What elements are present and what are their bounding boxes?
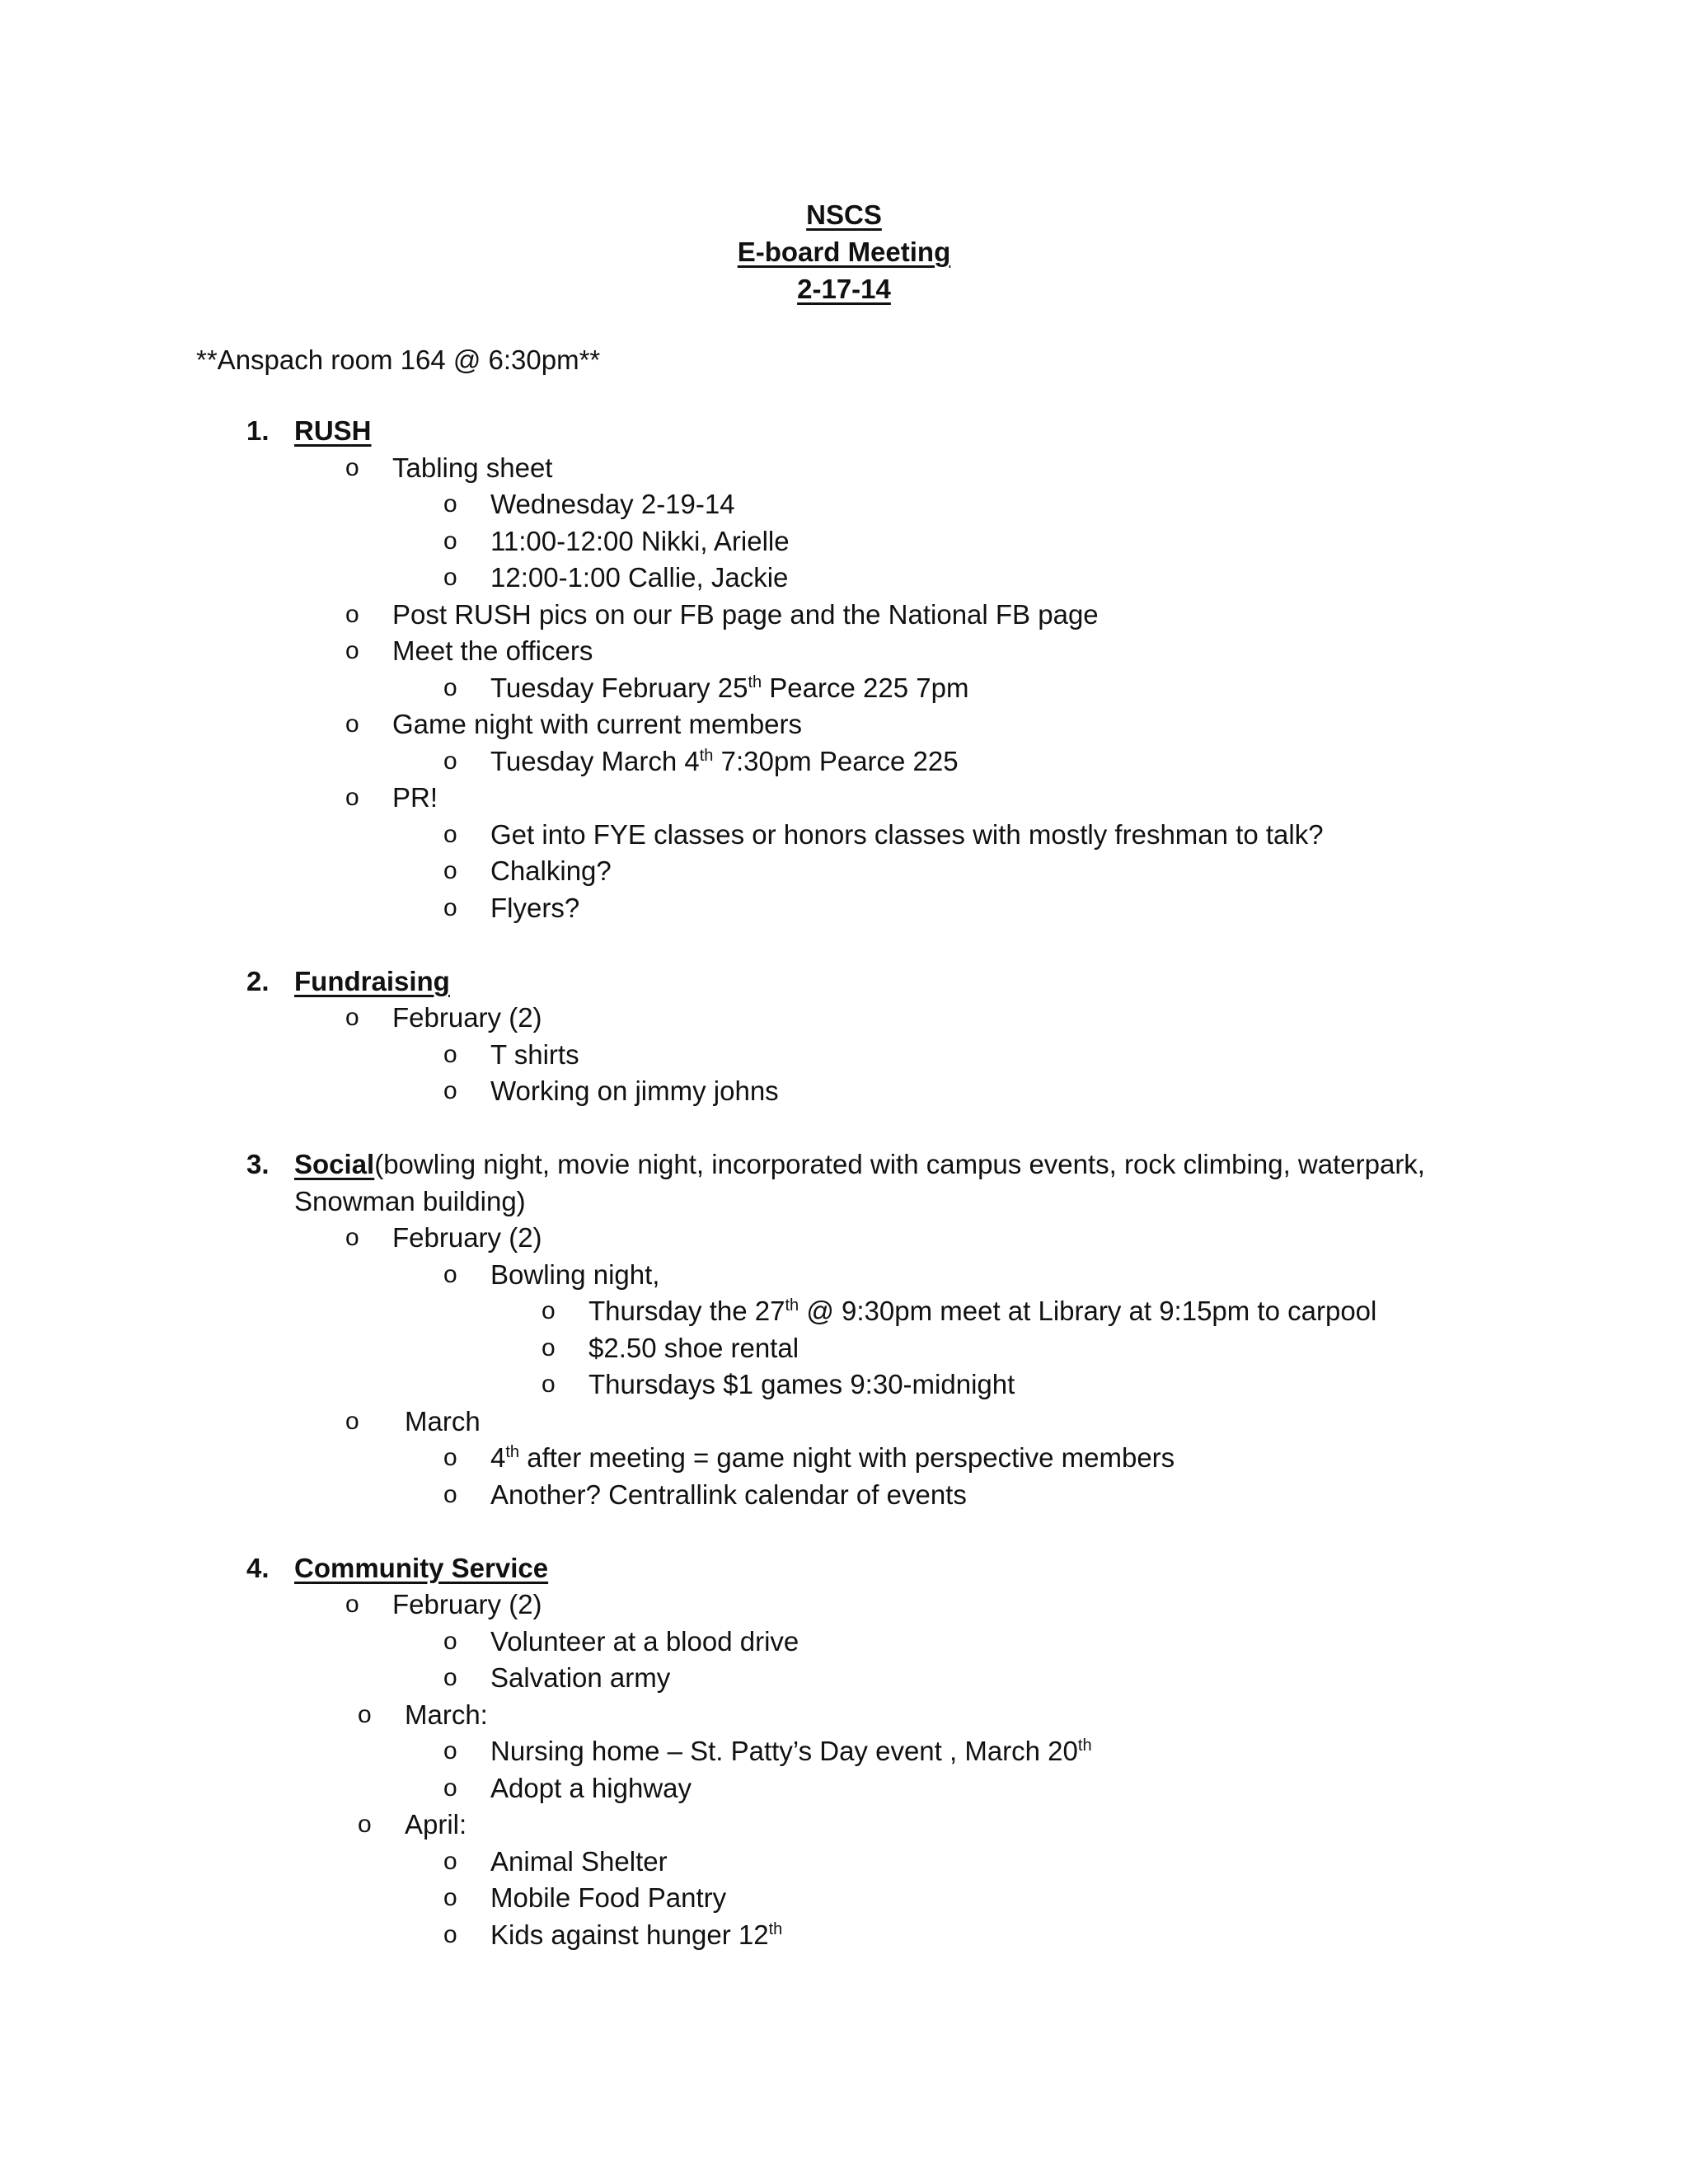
list-item [443,1916,783,1953]
bullet-icon: o [542,1334,556,1361]
list-item [345,596,1099,633]
bullet-icon: o [443,857,457,884]
list-item [443,1256,660,1293]
item-text: April: [405,1809,467,1840]
item-text: Salvation army [490,1662,671,1693]
list-item [443,1732,1092,1769]
bullet-icon: o [443,527,457,555]
item-text: Kids against hunger 12 [490,1919,769,1950]
section-title: RUSH [294,415,372,446]
item-text: Nursing home – St. Patty’s Day event , March 20 [490,1736,1078,1766]
list-item [443,743,959,780]
bullet-icon: o [443,1628,457,1655]
list-item [443,559,789,596]
bullet-icon: o [345,1591,359,1618]
item-text: Volunteer at a blood drive [490,1626,799,1657]
section-heading-fundraising [246,963,450,1000]
bullet-icon: o [358,1811,372,1838]
bullet-icon: o [443,1077,457,1104]
list-item [443,852,612,889]
bullet-icon: o [443,490,457,518]
list-item [443,523,790,560]
section-heading-community-service [246,1549,549,1586]
item-text-cont: after meeting = game night with perspective members [519,1442,1175,1473]
bullet-icon: o [443,894,457,921]
list-item [443,1843,668,1880]
bullet-icon: o [443,1737,457,1765]
section-note-continued [294,1183,526,1220]
ordinal-suffix: th [748,673,762,691]
bullet-icon: o [443,674,457,701]
item-text: Tabling sheet [392,452,553,483]
section-number: 1. [246,415,270,446]
list-item [542,1366,1015,1403]
list-item [443,816,1324,853]
section-number: 4. [246,1553,270,1583]
item-text-cont: Pearce 225 7pm [762,673,969,703]
section-heading-rush [246,412,372,449]
item-text: T shirts [490,1039,579,1070]
ordinal-suffix: th [785,1296,799,1315]
item-text: March: [405,1699,488,1730]
section-note-line2: Snowman building) [294,1186,526,1216]
item-text: Tuesday February 25 [490,673,748,703]
list-item [443,1072,779,1109]
bullet-icon: o [542,1297,556,1324]
list-item [358,1806,467,1843]
section-heading-social [246,1146,1425,1183]
list-item [443,1036,579,1073]
item-text: Working on jimmy johns [490,1076,779,1106]
ordinal-suffix: th [768,1920,783,1938]
list-item [443,1476,967,1513]
ordinal-suffix: th [505,1443,520,1461]
bullet-icon: o [345,1224,359,1251]
bullet-icon: o [443,1884,457,1911]
item-text: Bowling night, [490,1259,660,1290]
item-text-cont: 7:30pm Pearce 225 [713,746,959,776]
item-text: Get into FYE classes or honors classes with mostly freshman to talk? [490,819,1324,850]
item-text: Post RUSH pics on our FB page and the National FB page [392,599,1099,630]
item-text: Another? Centrallink calendar of events [490,1479,967,1510]
section-note: (bowling night, movie night, incorporated with campus events, rock climbing, waterpark, [374,1149,1425,1179]
list-item [443,485,735,523]
ordinal-suffix: th [1077,1736,1092,1755]
list-item [443,1623,799,1660]
item-text: PR! [392,782,438,813]
list-item [443,1769,692,1807]
list-item [443,669,969,706]
list-item [358,1696,488,1733]
list-item [345,1403,481,1440]
bullet-icon: o [443,1921,457,1948]
bullet-icon: o [443,564,457,591]
bullet-icon: o [443,1444,457,1471]
bullet-icon: o [443,1774,457,1802]
bullet-icon: o [443,1261,457,1288]
bullet-icon: o [443,1041,457,1068]
item-text: 11:00-12:00 Nikki, Arielle [490,526,790,556]
list-item [443,1439,1175,1476]
item-text: February (2) [392,1002,542,1033]
bullet-icon: o [542,1371,556,1398]
item-text-cont: @ 9:30pm meet at Library at 9:15pm to carpool [799,1296,1377,1326]
list-item [345,449,553,486]
item-text: Animal Shelter [490,1846,668,1877]
meeting-date: 2-17-14 [797,274,891,304]
section-title: Community Service [294,1553,549,1583]
bullet-icon: o [345,784,359,811]
list-item [443,1659,671,1696]
bullet-icon: o [443,1664,457,1691]
list-item [542,1292,1377,1329]
title-block [0,196,1688,307]
bullet-icon: o [443,821,457,848]
list-item [345,1586,542,1623]
item-text: Thursday the 27 [588,1296,785,1326]
item-text: Flyers? [490,893,580,923]
list-item [345,632,593,669]
item-text: $2.50 shoe rental [588,1333,799,1363]
list-item [345,999,542,1036]
bullet-icon: o [345,637,359,664]
item-text: February (2) [392,1222,542,1253]
bullet-icon: o [345,601,359,628]
bullet-icon: o [345,1004,359,1031]
section-title: Fundraising [294,966,450,996]
item-text: 4 [490,1442,506,1473]
meeting-location: **Anspach room 164 @ 6:30pm** [196,344,601,375]
org-title: NSCS [806,199,882,230]
list-item [443,1879,727,1916]
item-text: February (2) [392,1589,542,1619]
list-item [443,889,580,926]
list-item [345,779,438,816]
bullet-icon: o [345,454,359,481]
item-text: Mobile Food Pantry [490,1882,727,1913]
list-item [345,705,803,743]
bullet-icon: o [345,710,359,738]
bullet-icon: o [443,1481,457,1508]
meeting-title: E-board Meeting [737,237,951,267]
section-title: Social [294,1149,375,1179]
item-text: Adopt a highway [490,1773,692,1803]
section-number: 2. [246,966,270,996]
ordinal-suffix: th [699,747,714,765]
bullet-icon: o [345,1408,359,1435]
bullet-icon: o [443,748,457,775]
item-text: Wednesday 2-19-14 [490,489,735,519]
section-number: 3. [246,1149,270,1179]
item-text: Tuesday March 4 [490,746,700,776]
item-text: Meet the officers [392,635,593,666]
item-text: Thursdays $1 games 9:30-midnight [588,1369,1015,1399]
list-item [542,1329,799,1366]
item-text: March [405,1406,481,1436]
bullet-icon: o [443,1848,457,1875]
list-item [345,1219,542,1256]
item-text: Chalking? [490,855,612,886]
item-text: 12:00-1:00 Callie, Jackie [490,562,789,593]
bullet-icon: o [358,1701,372,1728]
item-text: Game night with current members [392,709,803,739]
